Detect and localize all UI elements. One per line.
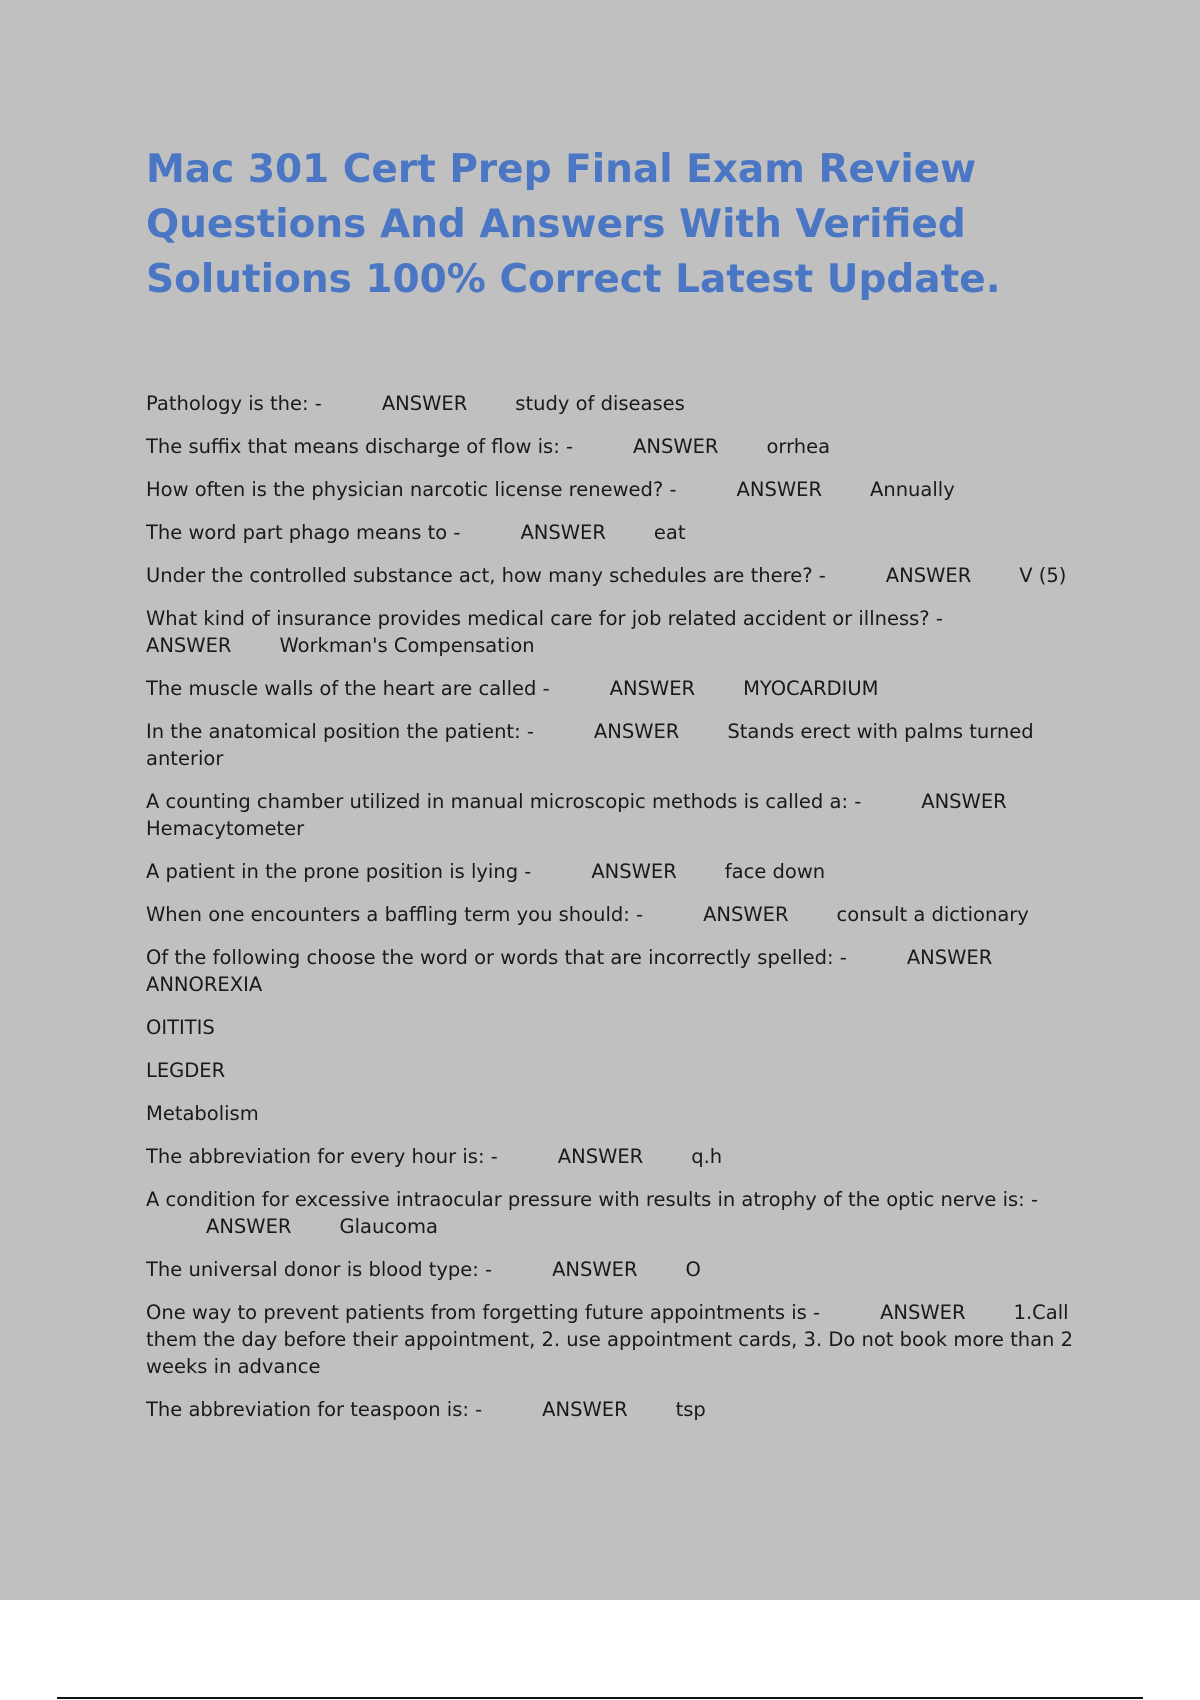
qa-item bbox=[146, 944, 1076, 998]
answer-text: orrhea bbox=[766, 435, 831, 458]
question-text: The universal donor is blood type: - bbox=[146, 1258, 493, 1281]
answer-label: ANSWER bbox=[591, 860, 677, 883]
answer-text: q.h bbox=[691, 1145, 723, 1168]
answer-label: ANSWER bbox=[552, 1258, 638, 1281]
question-text: A counting chamber utilized in manual microscopic methods is called a: - bbox=[146, 790, 862, 813]
answer-text: 1.Call them the day before their appointment, 2. use appointment cards, 3. Do not book more than 2 weeks in advance bbox=[146, 1301, 1073, 1378]
answer-text: Annually bbox=[870, 478, 955, 501]
answer-label: ANSWER bbox=[703, 903, 789, 926]
question-text: What kind of insurance provides medical care for job related accident or illness? - bbox=[146, 607, 943, 630]
question-text: Of the following choose the word or words that are incorrectly spelled: - bbox=[146, 946, 847, 969]
question-text: The abbreviation for every hour is: - bbox=[146, 1145, 498, 1168]
qa-item bbox=[146, 519, 1076, 546]
answer-text: MYOCARDIUM bbox=[743, 677, 879, 700]
answer-text: V (5) bbox=[1019, 564, 1067, 587]
answer-text: Hemacytometer bbox=[146, 817, 305, 840]
question-text: A patient in the prone position is lying - bbox=[146, 860, 532, 883]
answer-label: ANSWER bbox=[880, 1301, 966, 1324]
answer-text: tsp bbox=[675, 1398, 706, 1421]
answer-label: ANSWER bbox=[542, 1398, 628, 1421]
qa-item bbox=[146, 433, 1076, 460]
qa-item bbox=[146, 1396, 1076, 1423]
answer-label: ANSWER bbox=[381, 392, 468, 415]
qa-item bbox=[146, 858, 1076, 885]
qa-item bbox=[146, 562, 1076, 589]
qa-item bbox=[146, 476, 1076, 503]
answer-text: face down bbox=[724, 860, 826, 883]
document-title: Mac 301 Cert Prep Final Exam Review Questions And Answers With Verified Solutions 100% Correct Latest Update. bbox=[146, 147, 1001, 302]
qa-item bbox=[146, 1100, 1076, 1127]
answer-label: ANSWER bbox=[206, 1215, 292, 1238]
footer-rule bbox=[57, 1697, 1143, 1699]
qa-item bbox=[146, 788, 1076, 842]
answer-label: ANSWER bbox=[520, 521, 606, 544]
question-text: Under the controlled substance act, how many schedules are there? - bbox=[146, 564, 826, 587]
question-text: LEGDER bbox=[146, 1059, 226, 1082]
qa-item bbox=[146, 901, 1076, 928]
answer-text: O bbox=[685, 1258, 701, 1281]
answer-label: ANSWER bbox=[146, 634, 232, 657]
answer-label: ANSWER bbox=[885, 564, 972, 587]
question-text: One way to prevent patients from forgetting future appointments is - bbox=[146, 1301, 821, 1324]
qa-item bbox=[146, 1143, 1076, 1170]
answer-text: Glaucoma bbox=[339, 1215, 438, 1238]
answer-text: eat bbox=[653, 521, 686, 544]
qa-item bbox=[146, 390, 1076, 417]
answer-label: ANSWER bbox=[593, 720, 680, 743]
answer-text: consult a dictionary bbox=[836, 903, 1029, 926]
qa-item bbox=[146, 1057, 1076, 1084]
question-text: The muscle walls of the heart are called - bbox=[146, 677, 550, 700]
answer-label: ANSWER bbox=[557, 1145, 644, 1168]
answer-text: study of diseases bbox=[515, 392, 685, 415]
answer-text: Workman's Compensation bbox=[279, 634, 535, 657]
answer-label: ANSWER bbox=[736, 478, 822, 501]
answer-text: Stands erect with palms turned anterior bbox=[146, 720, 1034, 770]
qa-item bbox=[146, 1299, 1076, 1380]
qa-item bbox=[146, 1014, 1076, 1041]
question-text: How often is the physician narcotic license renewed? - bbox=[146, 478, 677, 501]
question-text: The suffix that means discharge of flow is: - bbox=[146, 435, 574, 458]
question-text: Pathology is the: - bbox=[146, 392, 322, 415]
question-text: The abbreviation for teaspoon is: - bbox=[146, 1398, 483, 1421]
qa-item bbox=[146, 1186, 1076, 1240]
question-text: A condition for excessive intraocular pressure with results in atrophy of the optic nerve is: - bbox=[146, 1188, 1038, 1211]
answer-text: ANNOREXIA bbox=[146, 973, 263, 996]
question-text: In the anatomical position the patient: - bbox=[146, 720, 534, 743]
question-text: When one encounters a baffling term you should: - bbox=[146, 903, 644, 926]
qa-list bbox=[146, 390, 1076, 1439]
answer-label: ANSWER bbox=[906, 946, 993, 969]
qa-item bbox=[146, 605, 1076, 659]
qa-item bbox=[146, 718, 1076, 772]
qa-item bbox=[146, 675, 1076, 702]
question-text: The word part phago means to - bbox=[146, 521, 461, 544]
answer-label: ANSWER bbox=[921, 790, 1007, 813]
question-text: OITITIS bbox=[146, 1016, 215, 1039]
question-text: Metabolism bbox=[146, 1102, 259, 1125]
answer-label: ANSWER bbox=[609, 677, 696, 700]
answer-label: ANSWER bbox=[633, 435, 719, 458]
qa-item bbox=[146, 1256, 1076, 1283]
